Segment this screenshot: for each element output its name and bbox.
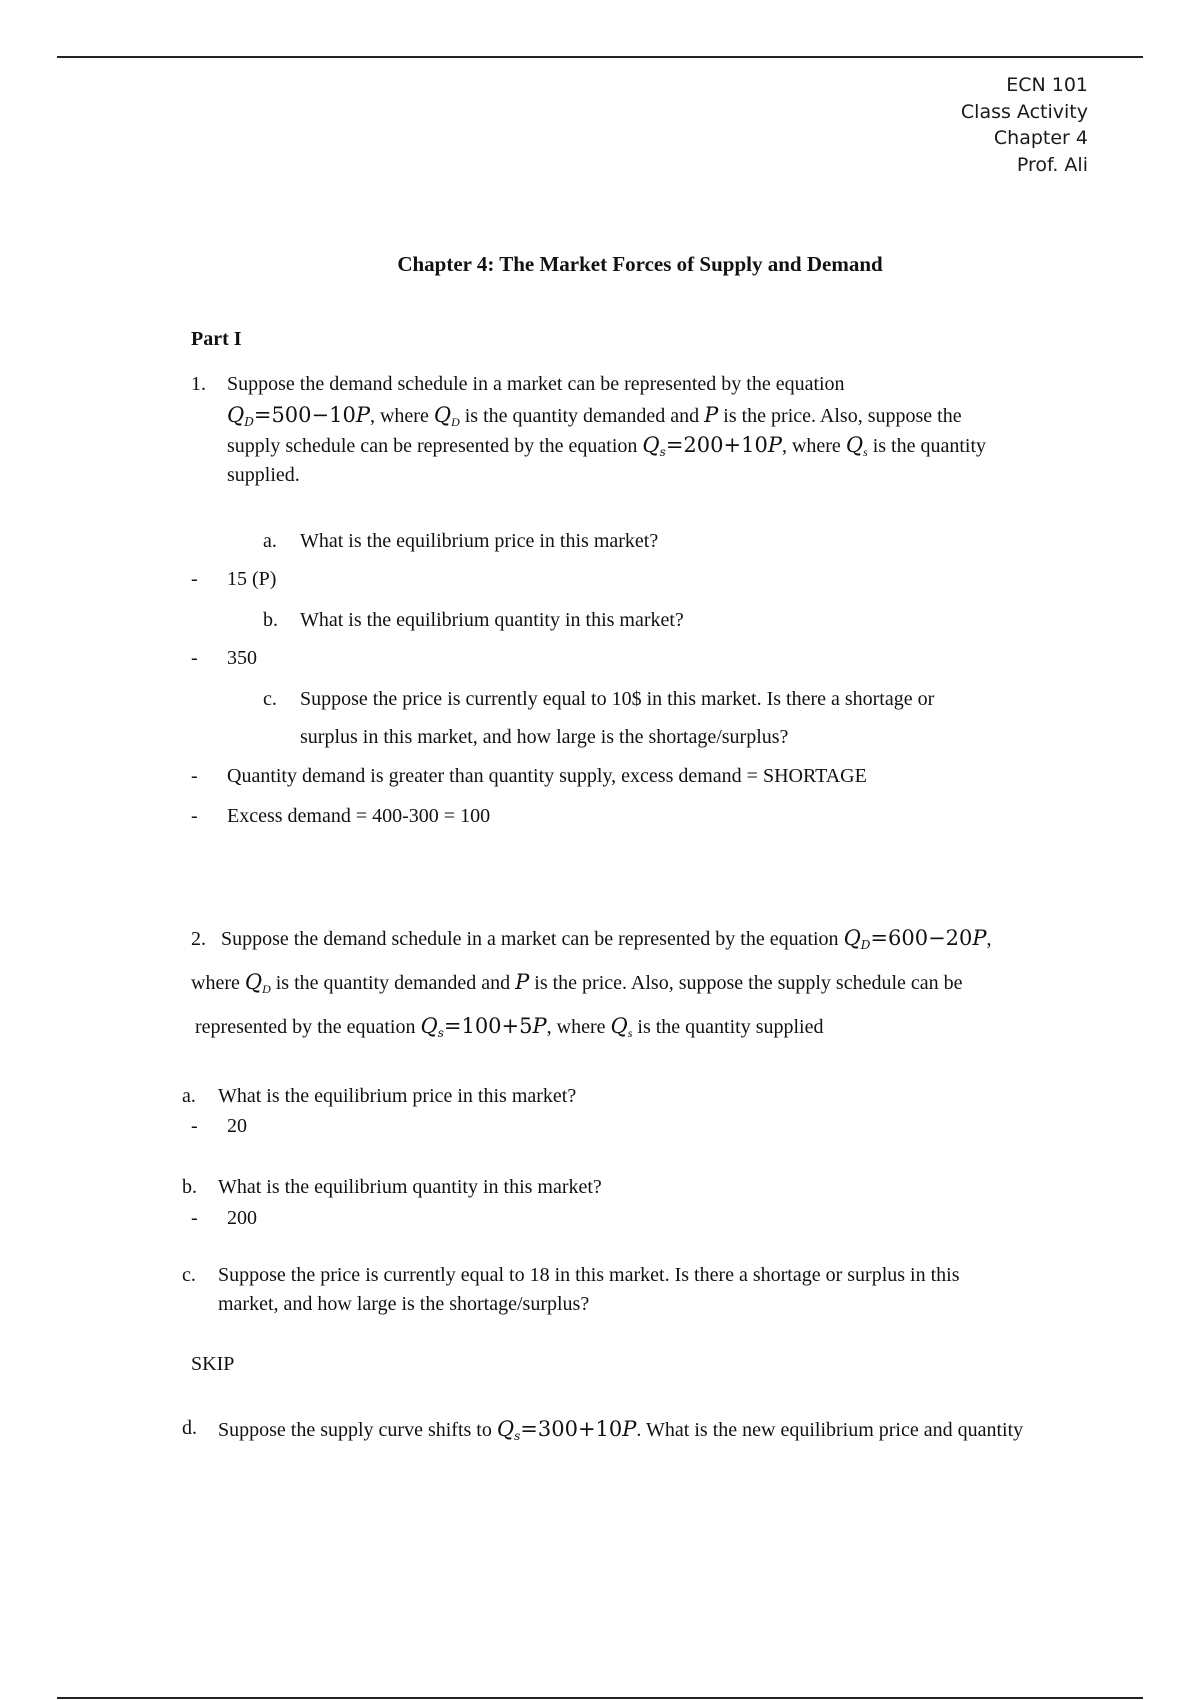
q1-line4: supplied. bbox=[227, 464, 300, 486]
q2a-bullet: - bbox=[191, 1115, 198, 1137]
q1-supply-equation: $Q_s=200+10P$ bbox=[642, 433, 782, 459]
q2c-question-line1: Suppose the price is currently equal to 18 in this market. Is there a shortage or surplus in this bbox=[218, 1264, 960, 1286]
q1a-question: What is the equilibrium price in this market? bbox=[300, 530, 659, 552]
q2d-label: d. bbox=[182, 1417, 197, 1439]
q2b-bullet: - bbox=[191, 1207, 198, 1229]
q2d-supply-equation: $Q_s=300+10P$ bbox=[496, 1417, 637, 1443]
q1a-label: a. bbox=[263, 530, 277, 552]
q2a-label: a. bbox=[182, 1085, 196, 1107]
page-title: Chapter 4: The Market Forces of Supply and Demand bbox=[397, 252, 883, 276]
q1-line3: supply schedule can be represented by the equation $Q_s=200+10P$, where $Q_s$ is the quantity bbox=[227, 433, 987, 459]
q2-line2: where $Q_D$ is the quantity demanded and P is the price. Also, suppose the supply schedule can be bbox=[191, 970, 963, 996]
q2-line3: represented by the equation $Q_s=100+5P$, where $Q_s$ is the quantity supplied bbox=[195, 1014, 824, 1040]
q1c-answer-2: Excess demand = 400-300 = 100 bbox=[227, 805, 491, 827]
q1c-label: c. bbox=[263, 688, 277, 710]
q1b-bullet: - bbox=[191, 647, 198, 669]
q2c-answer: SKIP bbox=[191, 1353, 235, 1375]
q2c-question-line2: market, and how large is the shortage/surplus? bbox=[218, 1293, 590, 1315]
q2c-label: c. bbox=[182, 1264, 196, 1286]
q2a-answer: 20 bbox=[227, 1115, 247, 1137]
q1c-question-line2: surplus in this market, and how large is the shortage/surplus? bbox=[300, 726, 789, 748]
chapter-label: Chapter 4 bbox=[993, 127, 1088, 149]
q2a-question: What is the equilibrium price in this market? bbox=[218, 1085, 577, 1107]
q2-number: 2. bbox=[191, 928, 206, 950]
q1-demand-equation: $Q_D=500-10P$ bbox=[227, 403, 370, 429]
q1b-answer: 350 bbox=[227, 647, 257, 669]
q2-supply-equation: $Q_s=100+5P$ bbox=[420, 1014, 547, 1040]
q2b-answer: 200 bbox=[227, 1207, 257, 1229]
bottom-rule bbox=[57, 1697, 1143, 1699]
q1-body bbox=[227, 370, 1107, 490]
q2-line1: 2. Suppose the demand schedule in a market can be represented by the equation $Q_D=600-20P$, bbox=[191, 926, 992, 952]
q1-number: 1. bbox=[191, 373, 206, 395]
q1b-question: What is the equilibrium quantity in this market? bbox=[300, 609, 684, 631]
q1c-answer-1: Quantity demand is greater than quantity supply, excess demand = SHORTAGE bbox=[227, 765, 867, 787]
q1b-label: b. bbox=[263, 609, 278, 631]
q1c-bullet-1: - bbox=[191, 765, 198, 787]
document-header bbox=[961, 72, 1088, 178]
q1c-question-line1: Suppose the price is currently equal to 10$ in this market. Is there a shortage or bbox=[300, 688, 935, 710]
top-rule bbox=[57, 56, 1143, 58]
q2d-question: Suppose the supply curve shifts to $Q_s=300+10P$. What is the new equilibrium price and quantity bbox=[218, 1417, 1024, 1443]
activity-label: Class Activity bbox=[960, 100, 1088, 123]
q1-line1: Suppose the demand schedule in a market can be represented by the equation bbox=[227, 373, 845, 395]
q2b-label: b. bbox=[182, 1176, 197, 1198]
q1c-bullet-2: - bbox=[191, 805, 198, 827]
q2-demand-equation: $Q_D=600-20P$ bbox=[843, 926, 987, 952]
part-heading: Part I bbox=[191, 328, 242, 350]
professor-name: Prof. Ali bbox=[1016, 153, 1088, 176]
q2b-question: What is the equilibrium quantity in this market? bbox=[218, 1176, 602, 1198]
course-code: ECN 101 bbox=[1006, 74, 1088, 96]
q1-line2: $Q_D=500-10P$, where $Q_D$ is the quantity demanded and P is the price. Also, suppose the bbox=[227, 403, 962, 429]
q1a-answer: 15 (P) bbox=[227, 568, 277, 590]
q1a-bullet: - bbox=[191, 568, 198, 590]
